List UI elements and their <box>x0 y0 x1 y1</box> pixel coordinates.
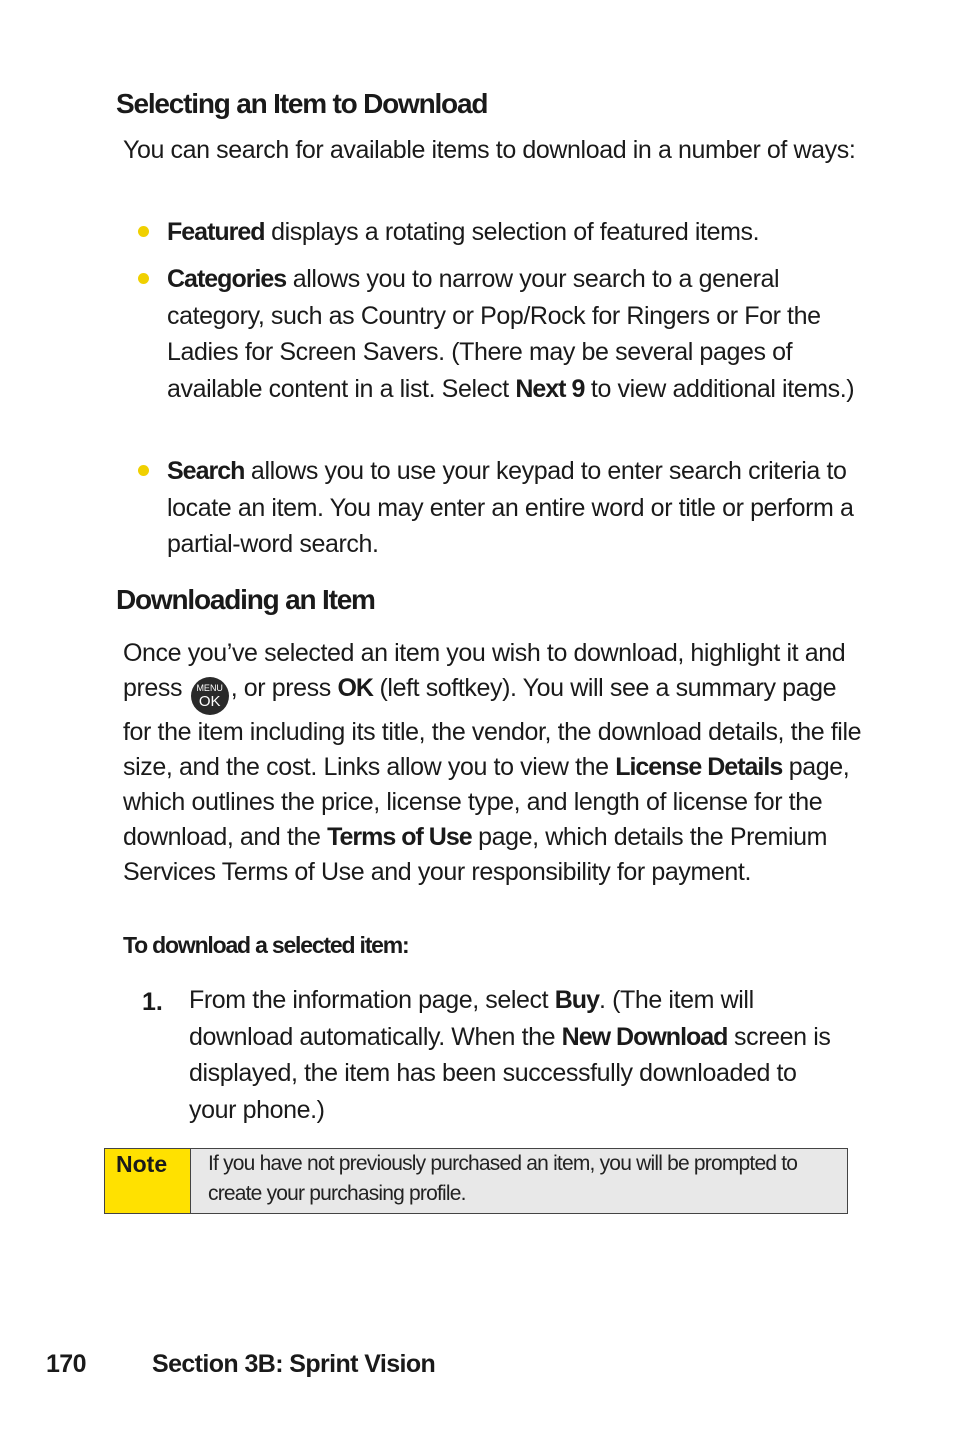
page-number: 170 <box>46 1350 86 1378</box>
bullet-search <box>167 453 857 563</box>
step-text-1: From the information page, select <box>189 986 555 1014</box>
menu-key-label: MENU <box>196 683 223 693</box>
para-text-5: page, which details the Premium Services Terms of Use and your responsibility for payment. <box>123 823 828 886</box>
section-heading-downloading: Downloading an Item <box>116 584 375 615</box>
step-text-3: screen is displayed, the item has been successfully downloaded to your phone.) <box>189 1022 831 1124</box>
para-text-1: Once you’ve selected an item you wish to download, highlight it and press <box>123 639 846 702</box>
section-heading-selecting: Selecting an Item to Download <box>116 88 488 119</box>
bullet-dot-icon <box>138 465 149 476</box>
para-text-3: (left softkey). You will see a summary page for the item including its title, the vendor, the download details, the file size, and the cost. Links allow you to view the <box>123 674 862 781</box>
step-number: 1. <box>142 988 163 1016</box>
term-next-9: Next 9 <box>515 374 585 403</box>
bullet-search-text: allows you to use your keypad to enter search criteria to locate an item. You may enter an entire word or title or perform a partial-word search. <box>167 457 854 558</box>
step-text-2: . (The item will download automatically. When the <box>189 986 754 1051</box>
ok-key-label: OK <box>198 693 221 710</box>
note-label: Note <box>105 1149 191 1213</box>
bullet-categories-text-end: to view additional items.) <box>584 374 855 403</box>
note-text: If you have not previously purchased an item, you will be prompted to create your purchasing profile. <box>191 1149 847 1213</box>
procedure-subheading: To download a selected item: <box>123 932 409 958</box>
term-license-details: License Details <box>615 753 783 781</box>
bullet-featured-text: displays a rotating selection of featured items. <box>264 218 760 246</box>
bullet-categories-text: allows you to narrow your search to a general category, such as Country or Pop/Rock for Ringers or For the Ladies for Screen Savers. (There may be several pages of available content in a list. Select <box>167 265 821 403</box>
bullet-featured <box>167 214 857 251</box>
downloading-paragraph <box>123 636 865 890</box>
step-text <box>189 982 849 1128</box>
intro-paragraph: You can search for available items to download in a number of ways: <box>123 136 856 164</box>
section-title: Section 3B: Sprint Vision <box>152 1350 436 1378</box>
term-terms-of-use: Terms of Use <box>327 823 472 851</box>
bullet-dot-icon <box>138 273 149 284</box>
para-text-2: , or press <box>230 674 338 702</box>
term-categories: Categories <box>167 265 287 293</box>
note-box <box>104 1148 848 1214</box>
term-new-download: New Download <box>561 1022 728 1051</box>
bullet-dot-icon <box>138 226 149 237</box>
term-ok: OK <box>337 674 373 702</box>
term-buy: Buy <box>554 986 599 1014</box>
bullet-categories <box>167 261 857 407</box>
para-text-4: page, which outlines the price, license type, and length of license for the download, and the <box>123 753 850 851</box>
term-search: Search <box>167 457 245 485</box>
term-featured: Featured <box>167 218 265 246</box>
menu-ok-key-icon <box>191 677 229 715</box>
